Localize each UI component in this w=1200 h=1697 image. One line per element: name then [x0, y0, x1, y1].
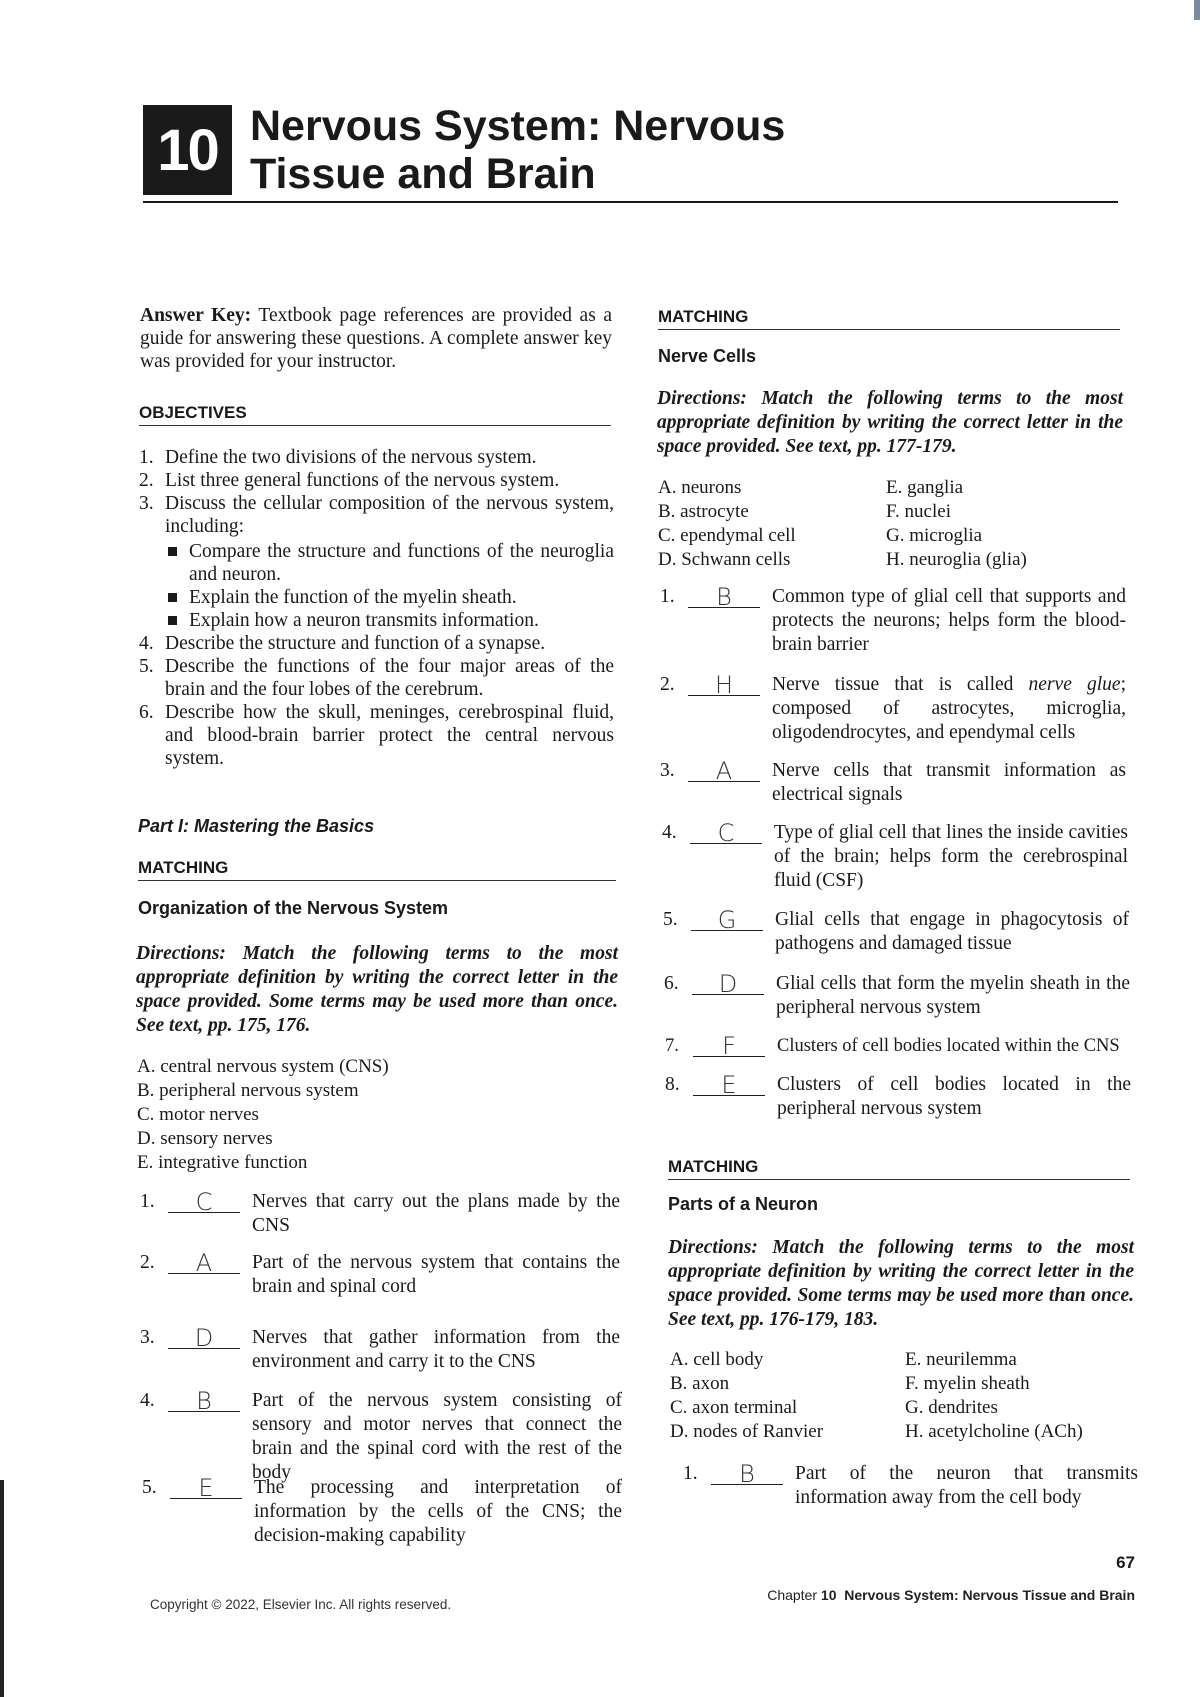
term-item: A. central nervous system (CNS)	[137, 1056, 389, 1077]
answer-key-note	[140, 304, 612, 373]
page-edge-mark	[1194, 0, 1200, 20]
term-item: H. neuroglia (glia)	[886, 549, 1027, 570]
objective-item: 4. Describe the structure and function of a synapse.	[139, 633, 546, 654]
answer-blank[interactable]: D	[692, 972, 764, 995]
section-subheading: Nerve Cells	[658, 346, 757, 366]
objective-item: 3. Discuss the cellular composition of the nervous system, including: Compare the structure and functions of the neuroglia and neuron. Explain the function of the myelin sheath. Explain how a neuron transmits information.	[139, 493, 614, 631]
objective-subitem: Explain the function of the myelin sheath.	[165, 586, 614, 609]
question-row: 1. B Common type of glial cell that supports and protects the neurons; helps form the blood-brain barrier	[660, 583, 1126, 655]
term-item: A. neurons	[658, 477, 742, 498]
answer-blank[interactable]: H	[688, 673, 760, 696]
question-row: 6. D Glial cells that form the myelin sheath in the peripheral nervous system	[664, 970, 1130, 1018]
copyright-notice: Copyright © 2022, Elsevier Inc. All rights reserved.	[150, 1597, 452, 1612]
directions-text: Directions: Match the following terms to the most appropriate definition by writing the correct letter in the space provided. Some terms may be used more than once. See text, pp. 175, 176.	[136, 943, 618, 1036]
page-number: 67	[1116, 1553, 1135, 1572]
term-item: D. nodes of Ranvier	[670, 1421, 824, 1442]
term-item: B. astrocyte	[658, 501, 749, 522]
term-item: D. Schwann cells	[658, 549, 791, 570]
term-item: B. peripheral nervous system	[137, 1080, 359, 1101]
answer-blank[interactable]: A	[168, 1251, 240, 1274]
term-list	[137, 1055, 607, 1175]
section-subheading: Parts of a Neuron	[668, 1194, 819, 1214]
chapter-number-box	[143, 105, 232, 195]
term-item: D. sensory nerves	[137, 1128, 273, 1149]
objective-subitem: Compare the structure and functions of the neuroglia and neuron.	[165, 540, 614, 586]
term-item: A. cell body	[670, 1349, 764, 1370]
answer-blank[interactable]: E	[693, 1073, 765, 1096]
directions-text: Directions: Match the following terms to the most appropriate definition by writing the correct letter in the space provided. See text, pp. 177-179.	[657, 388, 1123, 457]
objectives-list	[139, 446, 614, 770]
objective-item: 6. Describe how the skull, meninges, cerebrospinal fluid, and blood-brain barrier protect the central nervous system.	[139, 702, 614, 769]
answer-blank[interactable]: A	[688, 759, 760, 782]
answer-blank[interactable]: G	[691, 908, 763, 931]
answer-blank[interactable]: C	[168, 1190, 240, 1213]
term-item: E. integrative function	[137, 1152, 308, 1173]
matching-heading: MATCHING	[138, 858, 616, 881]
answer-blank[interactable]: B	[711, 1462, 783, 1485]
question-row: 1. C Nerves that carry out the plans made by the CNS	[140, 1188, 620, 1236]
term-item: C. ependymal cell	[658, 525, 796, 546]
question-row: 1. B Part of the neuron that transmits information away from the cell body	[683, 1460, 1138, 1508]
matching-heading: MATCHING	[658, 307, 1120, 330]
chapter-title-line-2: Tissue and Brain	[250, 150, 596, 198]
matching-heading: MATCHING	[668, 1157, 1130, 1180]
objective-sublist	[165, 540, 614, 632]
answer-blank[interactable]: E	[170, 1476, 242, 1499]
chapter-title-rule	[143, 201, 1118, 203]
question-row: 2. A Part of the nervous system that contains the brain and spinal cord	[140, 1249, 620, 1297]
running-footer-prefix: Chapter	[767, 1587, 821, 1603]
chapter-title	[250, 102, 870, 198]
objective-subitem: Explain how a neuron transmits information.	[165, 609, 614, 632]
question-row: 4. B Part of the nervous system consisting of sensory and motor nerves that connect the brain and the spinal cord with the rest of the body	[140, 1387, 622, 1483]
term-item: B. axon	[670, 1373, 730, 1394]
term-list	[658, 476, 1098, 572]
question-row: 8. E Clusters of cell bodies located in the peripheral nervous system	[665, 1071, 1131, 1119]
question-row: 3. D Nerves that gather information from the environment and carry it to the CNS	[140, 1324, 620, 1372]
section-subheading: Organization of the Nervous System	[138, 898, 449, 918]
term-item: E. ganglia	[886, 477, 964, 498]
term-item: G. microglia	[886, 525, 983, 546]
directions-text: Directions: Match the following terms to the most appropriate definition by writing the correct letter in the space provided. Some terms may be used more than once. See text, pp. 176-179, 183.	[668, 1237, 1134, 1330]
term-list	[670, 1348, 1110, 1444]
objectives-heading: OBJECTIVES	[139, 403, 611, 426]
answer-blank[interactable]: C	[690, 821, 762, 844]
running-footer-chapter-title: Nervous System: Nervous Tissue and Brain	[844, 1587, 1135, 1603]
answer-blank[interactable]: F	[693, 1034, 765, 1057]
question-row: 3. A Nerve cells that transmit information as electrical signals	[660, 757, 1126, 805]
part-heading: Part I: Mastering the Basics	[138, 816, 375, 836]
question-row: 5. G Glial cells that engage in phagocytosis of pathogens and damaged tissue	[663, 906, 1129, 954]
term-item: G. dendrites	[905, 1397, 998, 1418]
term-item: C. axon terminal	[670, 1397, 798, 1418]
running-footer-chapter-number: 10	[820, 1587, 837, 1603]
chapter-number: 10	[157, 117, 218, 183]
term-item: E. neurilemma	[905, 1349, 1017, 1370]
answer-blank[interactable]: D	[168, 1326, 240, 1349]
chapter-title-line-1: Nervous System: Nervous	[250, 102, 786, 150]
answer-key-label: Answer Key:	[140, 305, 252, 326]
question-row: 4. C Type of glial cell that lines the inside cavities of the brain; helps form the cerebrospinal fluid (CSF)	[662, 819, 1128, 891]
objective-item: 1. Define the two divisions of the nervous system.	[139, 447, 537, 468]
page-edge-shadow	[0, 1480, 4, 1697]
answer-key-text: Textbook page references are provided as a guide for answering these questions. A complete answer key was provided for your instructor.	[140, 305, 613, 372]
question-row: 5. E The processing and interpretation of information by the cells of the CNS; the decision-making capability	[142, 1474, 622, 1546]
term-item: C. motor nerves	[137, 1104, 259, 1125]
running-footer	[767, 1587, 1135, 1603]
objective-item: 2. List three general functions of the nervous system.	[139, 470, 560, 491]
term-item: F. nuclei	[886, 501, 951, 522]
answer-blank[interactable]: B	[688, 585, 760, 608]
question-row: 7. F Clusters of cell bodies located within the CNS	[665, 1032, 1120, 1060]
term-item: F. myelin sheath	[905, 1373, 1030, 1394]
answer-blank[interactable]: B	[168, 1389, 240, 1412]
term-item: H. acetylcholine (ACh)	[905, 1421, 1083, 1442]
question-row: 2. H Nerve tissue that is called nerve glue; composed of astrocytes, microglia, oligodendrocytes, and ependymal cells	[660, 671, 1126, 743]
objective-item: 5. Describe the functions of the four major areas of the brain and the four lobes of the cerebrum.	[139, 656, 614, 700]
